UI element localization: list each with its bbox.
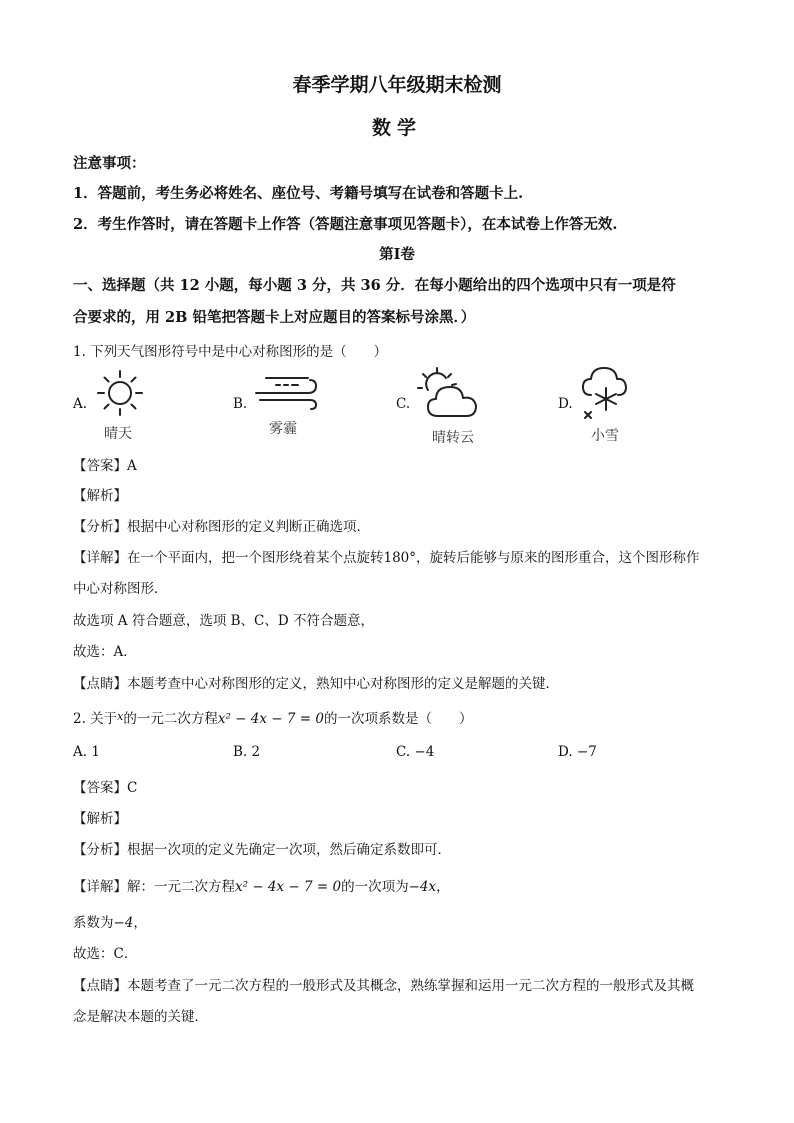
q2-coef-end: ，: [133, 915, 147, 931]
q2-comment-tag: 【点睛】: [73, 978, 127, 994]
notice-item-2: 2．考生作答时，请在答题卡上作答（答题注意事项见答题卡），在本试卷上作答无效.: [73, 216, 618, 233]
q1-analysis-tag: 【解析】: [73, 488, 127, 504]
q1-comment-tag: 【点睛】: [73, 676, 127, 692]
subject-title: 数学: [371, 117, 422, 139]
q2-stem-var: x: [117, 710, 124, 723]
q1-stem: 1. 下列天气图形符号中是中心对称图形的是（ ）: [73, 344, 388, 360]
q2-option-b: B. 2: [233, 744, 261, 760]
q1-choice: 故选：A．: [73, 644, 137, 660]
q1-detail-line3: 故选项 A 符合题意，选项 B、C、D 不符合题意，: [73, 613, 374, 629]
q2-detail-equation: x² − 4x − 7 = 0: [235, 879, 342, 895]
notice-item-1: 1．答题前，考生务必将姓名、座位号、考籍号填写在试卷和答题卡上.: [73, 185, 524, 202]
q2-coef-prefix: 系数为: [73, 915, 114, 931]
q2-stem-suffix: 的一次项系数是（ ）: [323, 711, 473, 727]
q1-option-d-letter: D.: [558, 396, 573, 412]
q2-detail-prefix: 解：一元二次方程: [127, 879, 235, 895]
q1-detail-line1: 在一个平面内，把一个图形绕着某个点旋转180°，旋转后能够与原来的图形重合，这个图形称作: [127, 550, 700, 566]
q1-option-a-caption: 晴天: [104, 426, 132, 442]
q2-coef-value: −4: [113, 915, 134, 931]
q2-option-c: C. −4: [396, 744, 435, 760]
q1-answer: A: [127, 458, 137, 474]
q2-stem-mid: 的一元二次方程: [123, 711, 218, 727]
haze-icon: [252, 372, 322, 412]
sun-icon: [95, 368, 145, 418]
q2-option-d: D. −7: [558, 744, 597, 760]
snow-icon: [575, 362, 637, 422]
q2-comment-line2: 念是解决本题的关键．: [73, 1009, 208, 1025]
notice-heading: 注意事项：: [73, 155, 146, 172]
q1-fenxi-tag: 【分析】: [73, 519, 127, 535]
q1-comment: 本题考查中心对称图形的定义，熟知中心对称图形的定义是解题的关键．: [127, 676, 559, 692]
section-instruction-line1: 一、选择题（共 12 小题，每小题 3 分，共 36 分．在每小题给出的四个选项中只有一项是符: [73, 277, 676, 294]
q2-detail-end: ，: [436, 879, 450, 895]
q1-option-c-letter: C.: [396, 396, 411, 412]
q1-option-c-caption: 晴转云: [432, 430, 474, 446]
q1-option-b-letter: B.: [233, 396, 248, 412]
q2-fenxi-tag: 【分析】: [73, 842, 127, 858]
q2-detail-mid: 的一次项为: [341, 879, 409, 895]
q1-option-b-caption: 雾霾: [269, 421, 297, 437]
section-instruction-line2: 合要求的，用 2B 铅笔把答题卡上对应题目的答案标号涂黑．）: [73, 309, 476, 326]
q2-choice: 故选：C．: [73, 946, 138, 962]
q1-answer-tag: 【答案】: [73, 458, 127, 474]
q2-detail-tag: 【详解】: [73, 879, 127, 895]
page-title: 春季学期八年级期末检测: [292, 74, 502, 96]
q2-analysis-tag: 【解析】: [73, 811, 127, 827]
q2-option-a: A. 1: [73, 744, 100, 760]
q1-option-a-letter: A.: [73, 396, 88, 412]
volume-heading: 第Ⅰ卷: [379, 246, 415, 263]
q1-detail-tag: 【详解】: [73, 550, 127, 566]
q2-comment-line1: 本题考查了一元二次方程的一般形式及其概念，熟练掌握和运用一元二次方程的一般形式及其概: [127, 978, 694, 994]
q2-stem-equation: x² − 4x − 7 = 0: [217, 711, 324, 727]
q2-fenxi: 根据一次项的定义先确定一次项，然后确定系数即可．: [127, 842, 451, 858]
sun-cloud-icon: [414, 366, 486, 421]
q2-stem-prefix: 2. 关于: [73, 711, 118, 727]
q2-answer-tag: 【答案】: [73, 780, 127, 796]
q2-answer: C: [127, 780, 138, 796]
q1-fenxi: 根据中心对称图形的定义判断正确选项．: [127, 519, 370, 535]
q1-option-d-caption: 小雪: [591, 428, 619, 444]
q1-detail-line2: 中心对称图形．: [73, 581, 168, 597]
q2-detail-term: −4x: [408, 879, 437, 895]
